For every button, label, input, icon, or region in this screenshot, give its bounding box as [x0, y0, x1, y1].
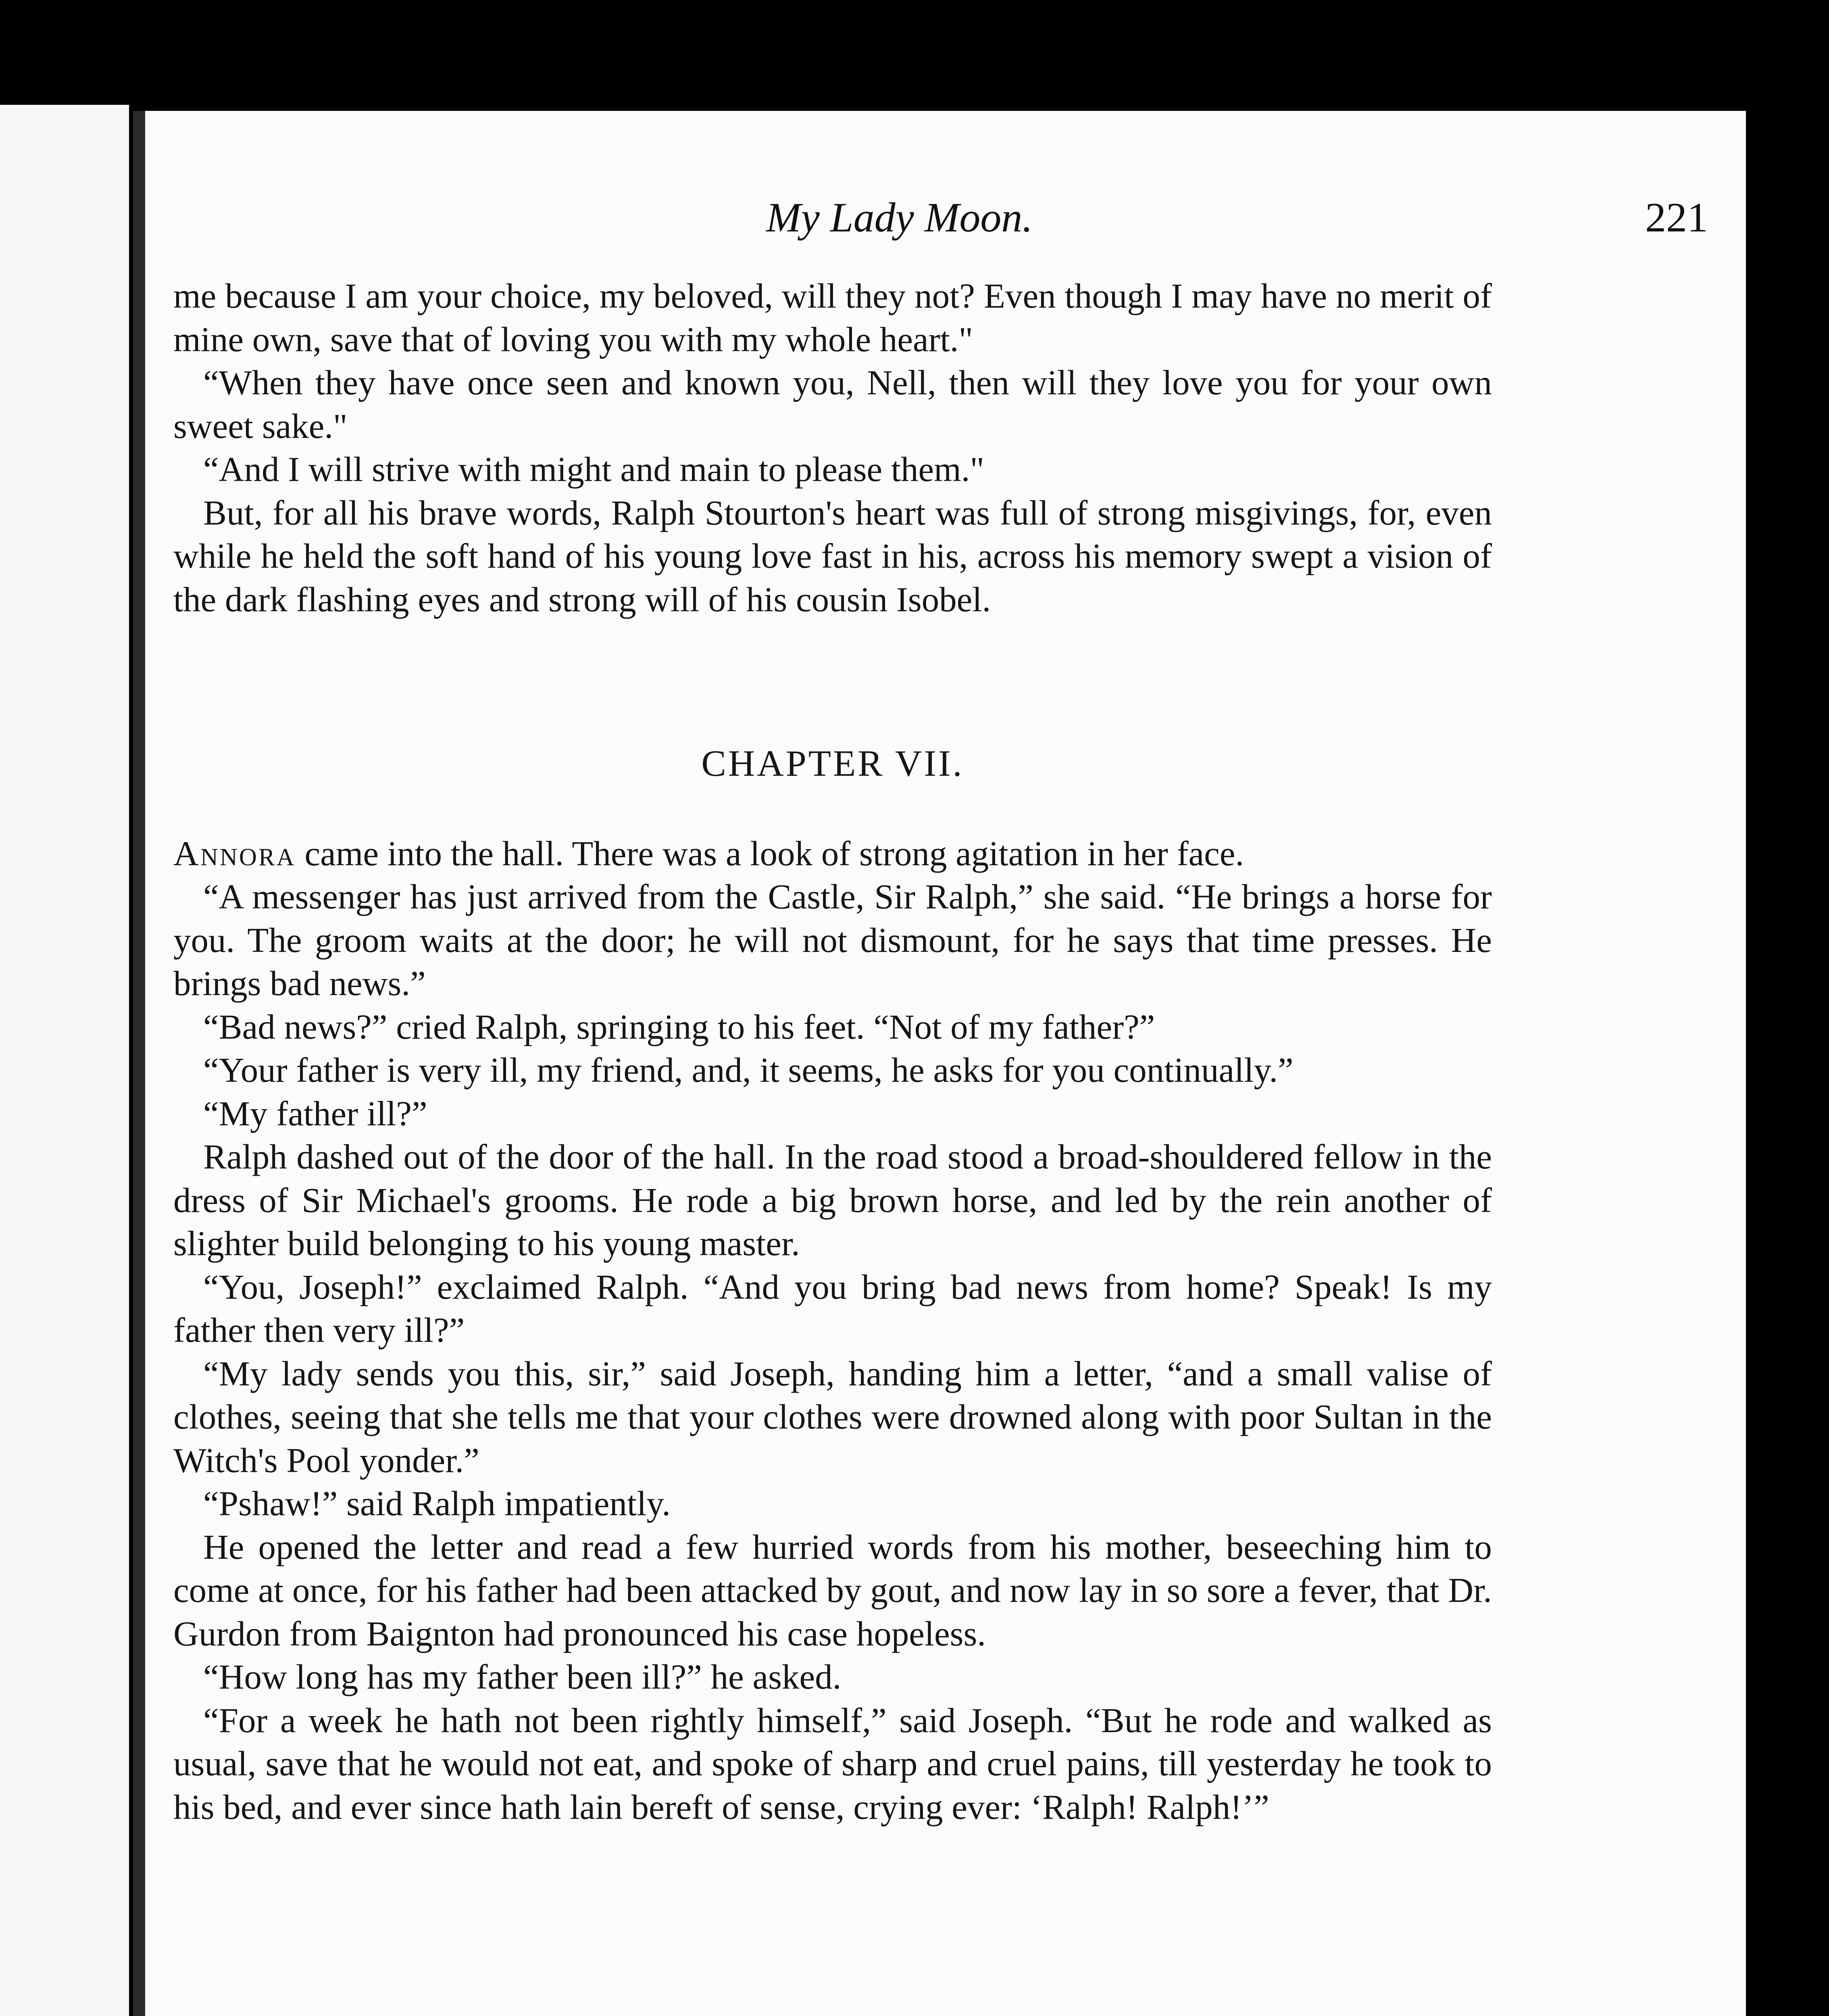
opening-text: came into the hall. There was a look of strong agitation in her face.	[296, 833, 1244, 873]
running-title: My Lady Moon.	[766, 194, 1033, 241]
paragraph: “A messenger has just arrived from the Castle, Sir Ralph,” she said. “He brings a horse for you. The groom waits at the door; he will not dismount, for he says that time presses. He brings bad news.”	[173, 877, 1492, 1003]
paragraph: “For a week he hath not been rightly himself,” said Joseph. “But he rode and walked as usual, save that he would not eat, and spoke of sharp and cruel pains, till yesterday he took to his bed, and ever since hath lain bereft of sense, crying ever: ‘Ralph! Ralph!’”	[173, 1700, 1492, 1826]
body-text	[173, 274, 1492, 1829]
paragraph: “My father ill?”	[203, 1093, 427, 1133]
paragraph: But, for all his brave words, Ralph Stourton's heart was full of strong misgivings, for, even while he held the soft hand of his young love fast in his, across his memory swept a vision of the dark flashing eyes and strong will of his cousin Isobel.	[173, 493, 1492, 619]
paragraph: Ralph dashed out of the door of the hall. In the road stood a broad-shouldered fellow in the dress of Sir Michael's grooms. He rode a big brown horse, and led by the rein another of slighter build belonging to his young master.	[173, 1137, 1492, 1263]
paragraph: “How long has my father been ill?” he asked.	[203, 1657, 842, 1696]
page-number: 221	[1645, 194, 1708, 241]
paragraph: “You, Joseph!” exclaimed Ralph. “And you bring bad news from home? Speak! Is my father then very ill?”	[173, 1267, 1492, 1350]
opening-word: Annora	[173, 833, 296, 873]
page-header	[173, 194, 1708, 258]
paragraph: “Pshaw!” said Ralph impatiently.	[203, 1484, 671, 1523]
paragraph-continued: me because I am your choice, my beloved, will they not? Even though I may have no merit of mine own, save that of loving you with my whole heart."	[173, 276, 1492, 359]
paragraph: “Bad news?” cried Ralph, springing to his feet. “Not of my father?”	[203, 1007, 1155, 1046]
chapter-opening-paragraph	[173, 832, 1492, 875]
chapter-heading: CHAPTER VII.	[701, 743, 964, 784]
paragraph: “My lady sends you this, sir,” said Joseph, handing him a letter, “and a small valise of clothes, seeing that she tells me that your clothes were drowned along with poor Sultan in the Witch's Pool yonder.”	[173, 1354, 1492, 1480]
paragraph: “And I will strive with might and main to please them."	[203, 450, 985, 489]
paragraph: “Your father is very ill, my friend, and, it seems, he asks for you continually.”	[203, 1050, 1294, 1089]
paragraph: “When they have once seen and known you, Nell, then will they love you for your own sweet sake."	[173, 363, 1492, 446]
facing-page-edge	[0, 105, 129, 2016]
paragraph: He opened the letter and read a few hurried words from his mother, beseeching him to come at once, for his father had been attacked by gout, and now lay in so sore a fever, that Dr. Gurdon from Baignton had pronounced his case hopeless.	[173, 1527, 1492, 1653]
